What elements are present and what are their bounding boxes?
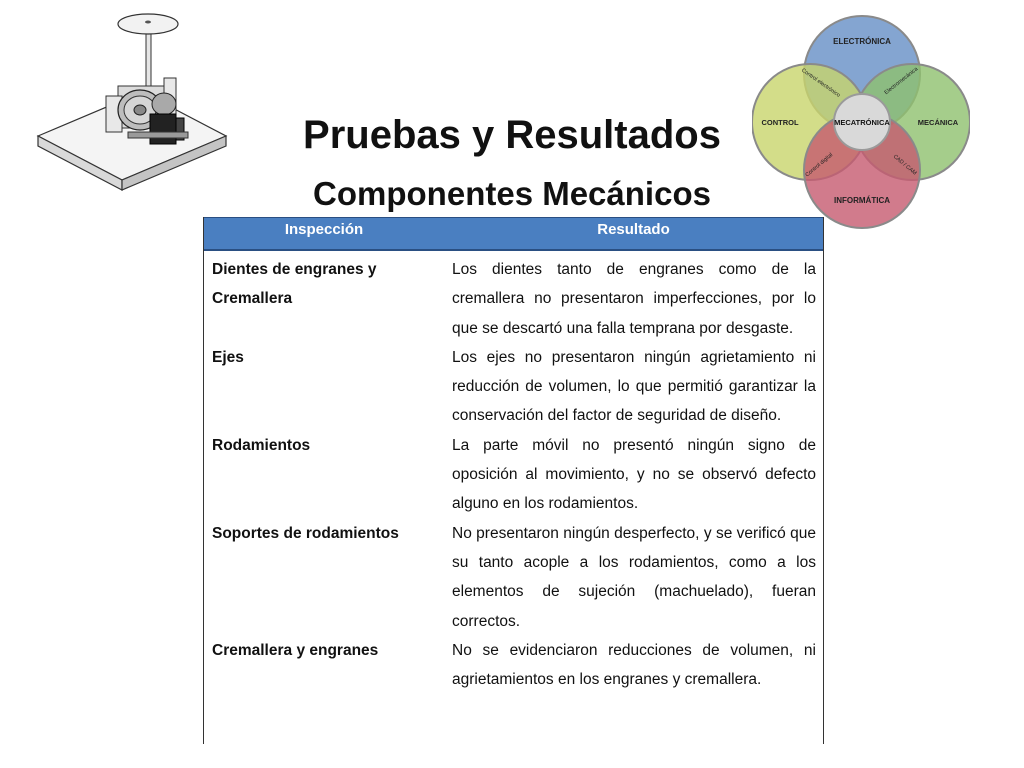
- venn-label-mecanica: MECÁNICA: [917, 118, 959, 127]
- table-row: [204, 636, 823, 695]
- result-cell: No se evidenciaron reducciones de volumen, ni agrietamientos en los engranes y cremallera.: [452, 641, 816, 689]
- table-row: [204, 519, 823, 636]
- result-cell: Los dientes tanto de engranes como de la cremallera no presentaron imperfecciones, por lo que se descartó una falla temprana por desgaste.: [452, 261, 816, 337]
- page-subtitle: Componentes Mecánicos: [313, 175, 711, 212]
- table-body: [204, 251, 823, 694]
- table-header: [204, 217, 823, 251]
- result-cell: La parte móvil no presentó ningún signo de oposición al movimiento, y no se observó defecto alguno en los rodamientos.: [452, 436, 816, 513]
- venn-label-center: MECATRÓNICA: [834, 118, 890, 127]
- table-row: [204, 431, 823, 519]
- page-title: Pruebas y Resultados: [303, 113, 721, 157]
- inspection-cell: Ejes: [212, 348, 244, 366]
- inspection-cell: Cremallera y engranes: [212, 641, 379, 659]
- result-cell: No presentaron ningún desperfecto, y se verificó que su tanto acople a los rodamientos, como a los elementos de sujeción (machuelado), fueran correctos.: [452, 524, 816, 630]
- venn-label-control-electronico: Control electrónico: [800, 67, 842, 99]
- venn-label-control-digital: Control digital: [804, 152, 835, 179]
- venn-label-electronica: ELECTRÓNICA: [833, 37, 891, 46]
- venn-label-informatica: INFORMÁTICA: [834, 196, 890, 205]
- results-table: [203, 217, 824, 744]
- mechanism-illustration: [30, 8, 230, 198]
- table-row: [204, 343, 823, 431]
- header-result: Resultado: [597, 221, 670, 238]
- venn-label-electromecanica: Electromecánica: [883, 66, 920, 97]
- result-cell: Los ejes no presentaron ningún agrietamiento ni reducción de volumen, lo que permitió garantizar la conservación del factor de seguridad de diseño.: [452, 348, 816, 425]
- inspection-cell: Rodamientos: [212, 436, 311, 454]
- header-inspection: Inspección: [284, 221, 364, 238]
- table-row: [204, 255, 823, 343]
- inspection-cell: Soportes de rodamientos: [212, 524, 399, 542]
- venn-label-cad-cam: CAD / CAM: [891, 153, 918, 177]
- inspection-cell: Dientes de engranes y Cremallera: [212, 261, 377, 308]
- venn-label-control: CONTROL: [761, 118, 799, 127]
